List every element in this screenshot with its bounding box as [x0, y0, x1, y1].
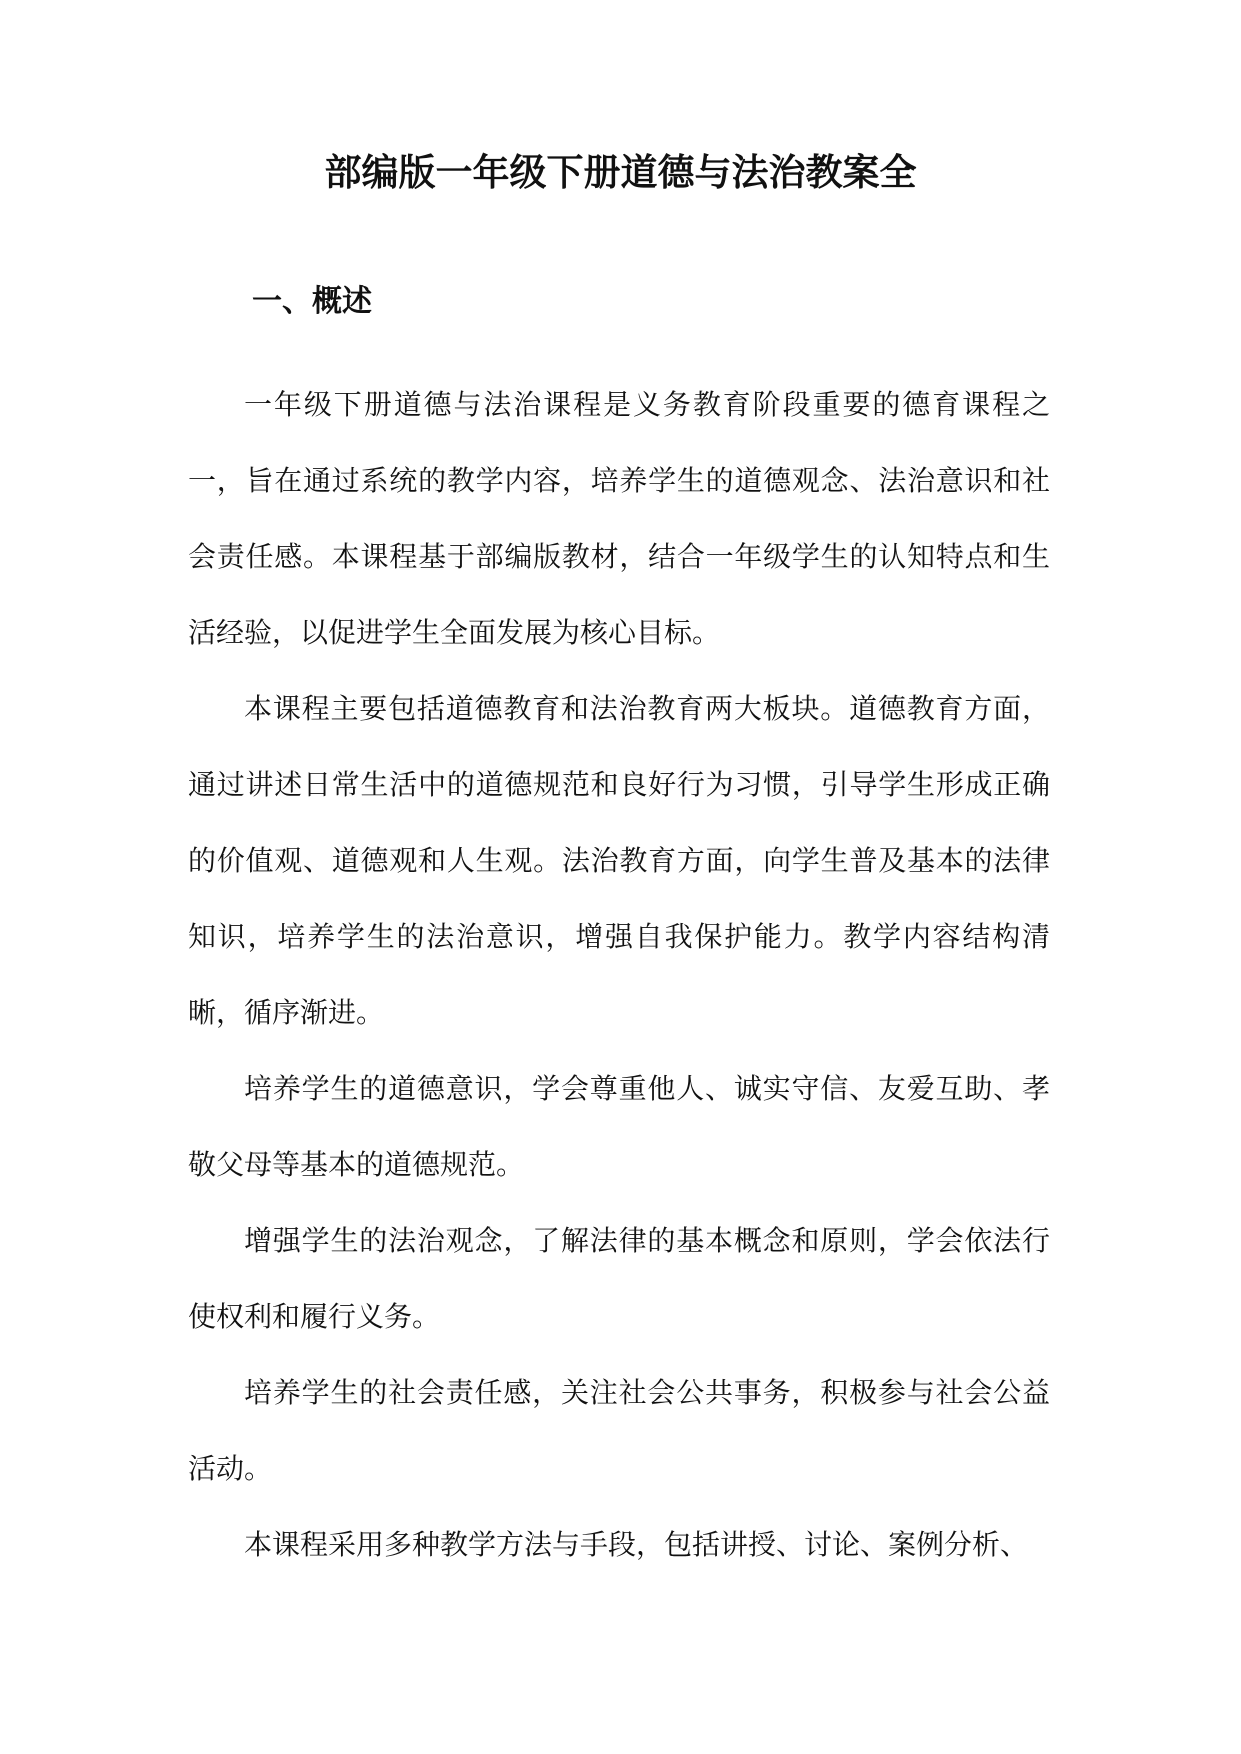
- paragraph: 培养学生的道德意识，学会尊重他人、诚实守信、友爱互助、孝敬父母等基本的道德规范。: [188, 1072, 1050, 1181]
- paragraph: 本课程采用多种教学方法与手段，包括讲授、讨论、案例分析、: [244, 1528, 1029, 1561]
- section-heading: 一、概述: [252, 284, 372, 319]
- paragraph: 本课程主要包括道德教育和法治教育两大板块。道德教育方面，通过讲述日常生活中的道德规范和良好行为习惯，引导学生形成正确的价值观、道德观和人生观。法治教育方面，向学生普及基本的法律知识，培养学生的法治意识，增强自我保护能力。教学内容结构清晰，循序渐进。: [188, 692, 1050, 1029]
- paragraph: 培养学生的社会责任感，关注社会公共事务，积极参与社会公益活动。: [188, 1376, 1050, 1485]
- document-title: 部编版一年级下册道德与法治教案全: [324, 151, 917, 194]
- document-body: [188, 367, 1050, 1583]
- paragraph: 一年级下册道德与法治课程是义务教育阶段重要的德育课程之一，旨在通过系统的教学内容，培养学生的道德观念、法治意识和社会责任感。本课程基于部编版教材，结合一年级学生的认知特点和生活经验，以促进学生全面发展为核心目标。: [188, 388, 1050, 649]
- paragraph: 增强学生的法治观念，了解法律的基本概念和原则，学会依法行使权利和履行义务。: [188, 1224, 1050, 1333]
